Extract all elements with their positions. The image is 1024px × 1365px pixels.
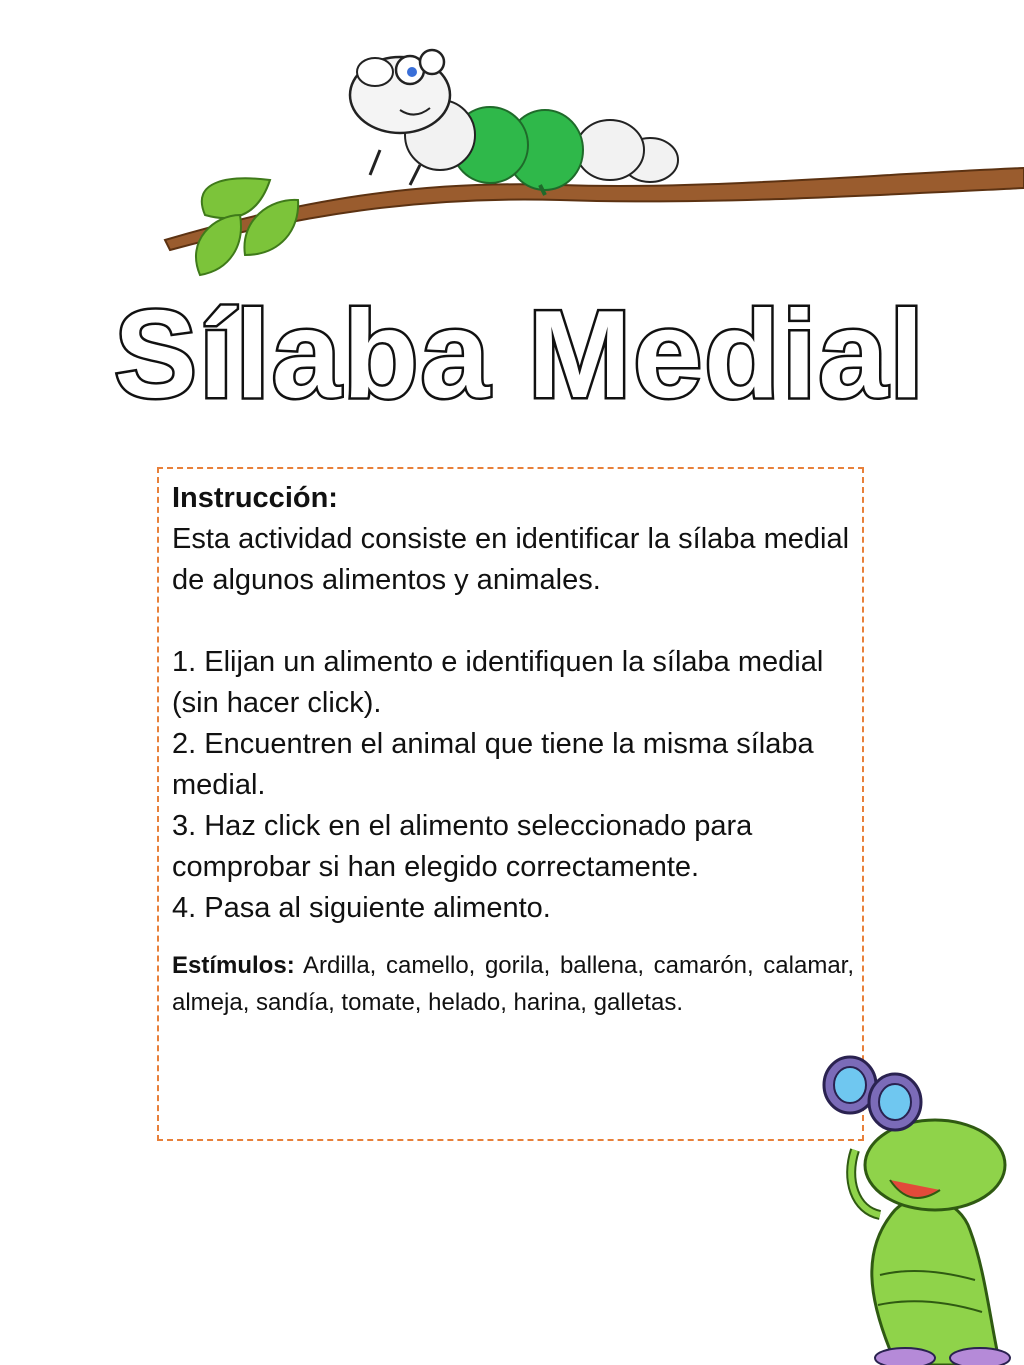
instruction-heading: Instrucción:	[172, 482, 338, 514]
instruction-step: 3. Haz click en el alimento seleccionado para comprobar si han elegido correctamente.	[172, 810, 753, 883]
instruction-intro: Esta actividad consiste en identificar la sílaba medial de algunos alimentos y animales.	[172, 523, 850, 596]
leaf-icon	[196, 215, 241, 275]
binoculars-icon	[824, 1057, 921, 1130]
page-title: Sílaba Medial	[114, 286, 926, 424]
instruction-step: 2. Encuentren el animal que tiene la misma sílaba medial.	[172, 728, 814, 801]
page-title-container	[95, 285, 945, 425]
instruction-step: 1. Elijan un alimento e identifiquen la sílaba medial (sin hacer click).	[172, 646, 824, 719]
stimuli-text: Ardilla, camello, gorila, ballena, camarón, calamar, almeja, sandía, tomate, helado, harina, galletas.	[172, 952, 854, 1016]
worm-with-binoculars-illustration	[800, 1040, 1024, 1365]
worm-on-branch-illustration	[0, 0, 1024, 300]
stimuli-label: Estímulos:	[172, 952, 295, 979]
instruction-step: 4. Pasa al siguiente alimento.	[172, 892, 551, 924]
stimuli-paragraph	[172, 947, 854, 1021]
instruction-content	[172, 478, 854, 1021]
